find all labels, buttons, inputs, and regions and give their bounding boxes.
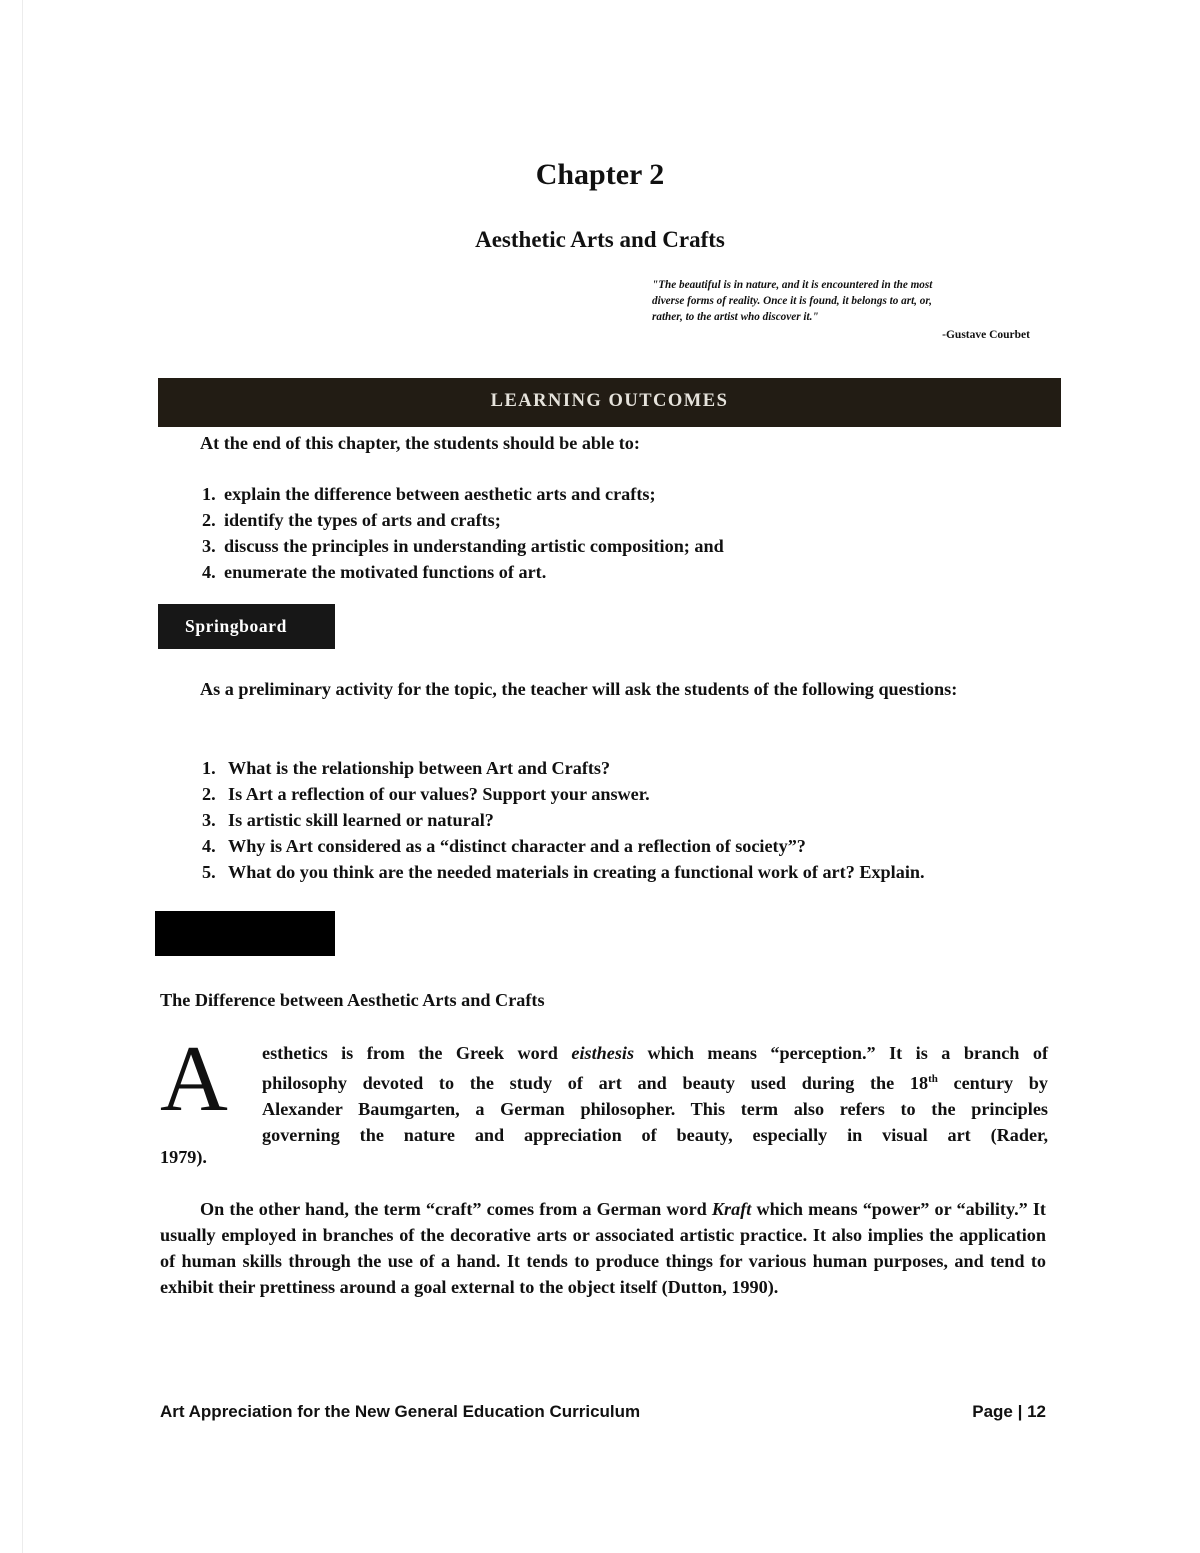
springboard-questions xyxy=(202,755,925,885)
list-text: What is the relationship between Art and Crafts? xyxy=(228,758,611,778)
aesthetics-paragraph xyxy=(262,1040,1048,1148)
section-heading: The Difference between Aesthetic Arts and Crafts xyxy=(160,990,545,1010)
list-text: explain the difference between aesthetic arts and crafts; xyxy=(224,484,656,504)
list-number: 5. xyxy=(202,862,216,882)
list-number: 4. xyxy=(202,836,216,856)
paragraph-line: Alexander Baumgarten, a German philosopher. This term also refers to the principles xyxy=(262,1099,1048,1120)
springboard-intro: As a preliminary activity for the topic, the teacher will ask the students of the following questions: xyxy=(200,679,958,699)
list-item xyxy=(202,781,925,807)
chapter-title: Chapter 2 xyxy=(535,158,665,191)
aesthetics-paragraph-tail: 1979). xyxy=(160,1147,207,1167)
list-text: discuss the principles in understanding artistic composition; and xyxy=(224,536,724,556)
learning-outcomes-intro: At the end of this chapter, the students should be able to: xyxy=(200,433,640,453)
epigraph-line: rather, to the artist who discover it." xyxy=(652,311,819,323)
text-run: On the other hand, the term “craft” comes from a German word xyxy=(200,1199,712,1219)
list-item xyxy=(202,755,925,781)
list-text: What do you think are the needed materials in creating a functional work of art? Explain. xyxy=(228,862,925,882)
epigraph-author: -Gustave Courbet xyxy=(942,329,1030,341)
list-text: Is artistic skill learned or natural? xyxy=(228,810,494,830)
list-item xyxy=(202,859,925,885)
list-number: 1. xyxy=(202,484,216,504)
list-text: Why is Art considered as a “distinct character and a reflection of society”? xyxy=(228,836,806,856)
list-number: 2. xyxy=(202,784,216,804)
list-text: identify the types of arts and crafts; xyxy=(224,510,501,530)
list-item xyxy=(202,833,925,859)
text-run: esthetics is from the Greek word xyxy=(262,1043,572,1063)
springboard-label: Springboard xyxy=(158,604,335,649)
paragraph-line: governing the nature and appreciation of beauty, especially in visual art (Rader, xyxy=(262,1125,1048,1146)
term-eisthesis: eisthesis xyxy=(571,1043,635,1063)
list-item xyxy=(202,507,724,533)
drop-cap: A xyxy=(160,1027,228,1131)
epigraph-quote xyxy=(652,277,1032,325)
list-number: 2. xyxy=(202,510,216,530)
epigraph-line: "The beautiful is in nature, and it is encountered in the most xyxy=(652,279,933,291)
list-item xyxy=(202,481,724,507)
learning-outcomes-list xyxy=(202,481,724,585)
list-item xyxy=(202,559,724,585)
text-run: which means “perception.” It is a branch of xyxy=(634,1043,1049,1063)
list-text: enumerate the motivated functions of art. xyxy=(224,562,547,582)
term-kraft: Kraft xyxy=(711,1199,752,1219)
list-number: 1. xyxy=(202,758,216,778)
list-text: Is Art a reflection of our values? Support your answer. xyxy=(228,784,650,804)
text-run: philosophy devoted to the study of art and beauty used during the 18 xyxy=(262,1073,929,1094)
text-run: which means “power” or “ability.” It usually employed in branches of the decorative arts or associated artistic practice. It also implies the application of human skills through the use of a hand. It tends to produce things for various human purposes, and tend to exhibit their prettiness around a goal external to the object itself (Dutton, 1990). xyxy=(160,1199,1046,1297)
text-run: century by xyxy=(937,1073,1048,1094)
footer-page-number: Page | 12 xyxy=(972,1402,1046,1421)
paragraph-line xyxy=(262,1066,1048,1096)
footer-book-title: Art Appreciation for the New General Education Curriculum xyxy=(160,1402,641,1421)
redacted-label-box xyxy=(155,911,335,956)
list-number: 3. xyxy=(202,536,216,556)
craft-paragraph xyxy=(160,1196,1046,1300)
epigraph-line: diverse forms of reality. Once it is found, it belongs to art, or, xyxy=(652,295,932,307)
paragraph-line xyxy=(262,1040,1048,1066)
learning-outcomes-header: LEARNING OUTCOMES xyxy=(158,378,1061,427)
list-number: 4. xyxy=(202,562,216,582)
list-item xyxy=(202,533,724,559)
list-item xyxy=(202,807,925,833)
list-number: 3. xyxy=(202,810,216,830)
chapter-subtitle: Aesthetic Arts and Crafts xyxy=(475,227,725,252)
superscript: th xyxy=(928,1073,938,1085)
